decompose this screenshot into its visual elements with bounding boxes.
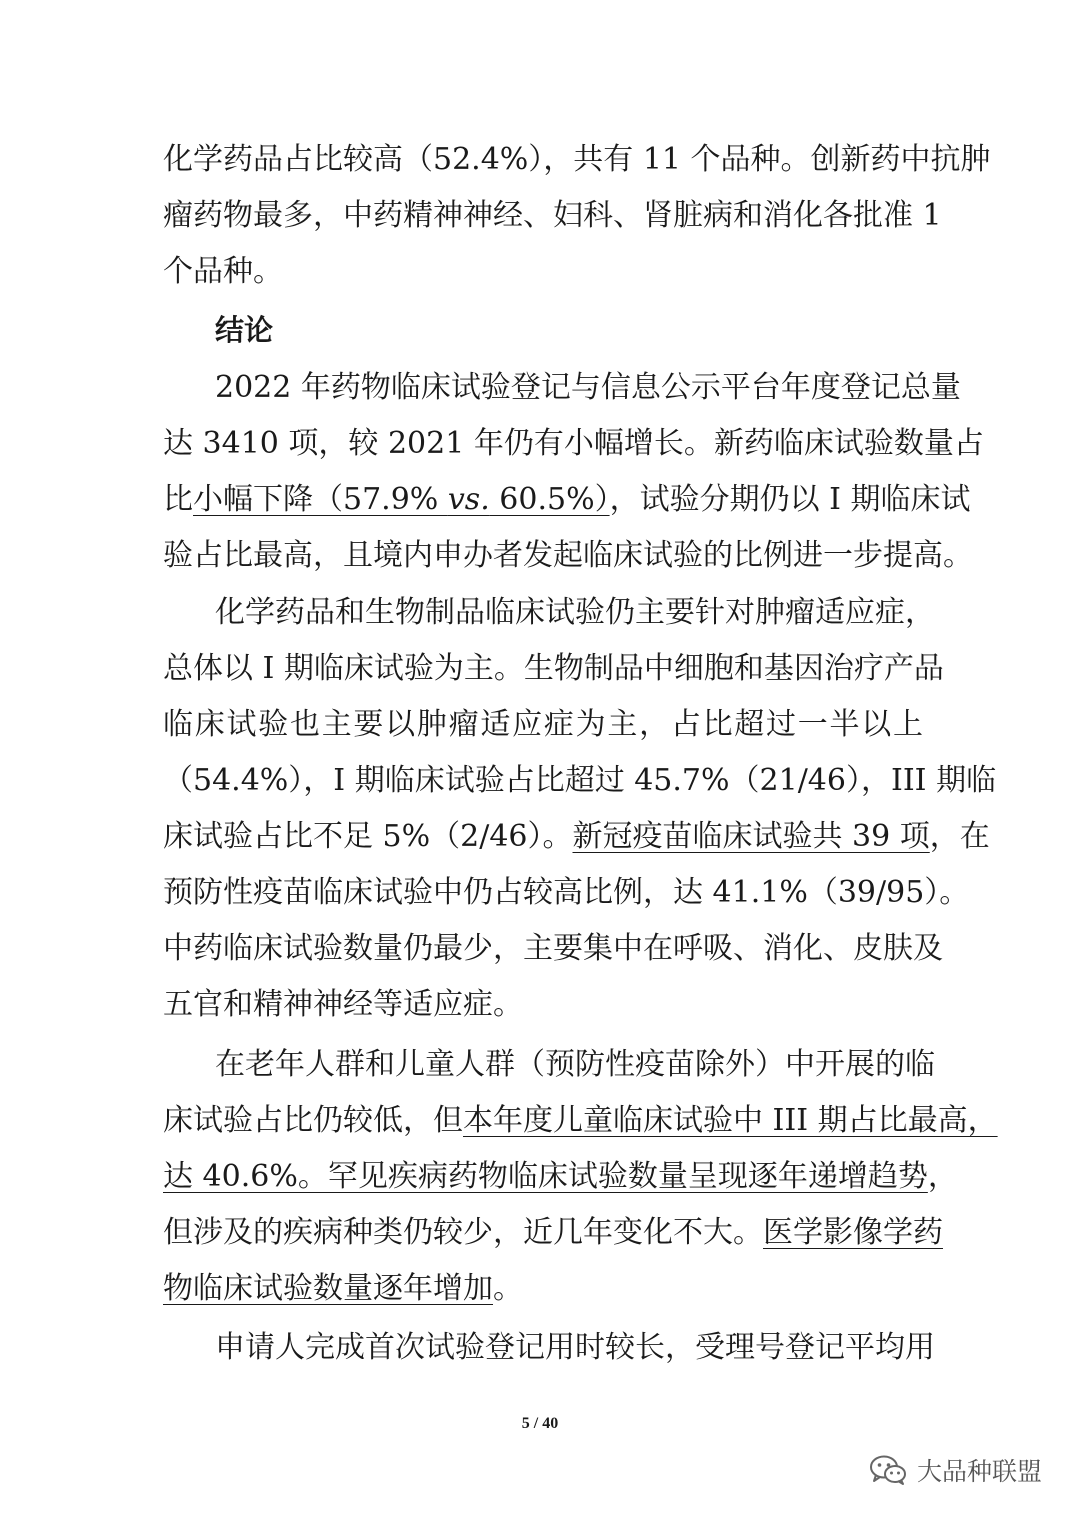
paragraph-4: [163, 1037, 998, 1317]
underlined-text: 物临床试验数量逐年增加: [163, 1271, 493, 1306]
paragraph-3: [163, 585, 997, 1033]
text-line: [163, 1261, 923, 1317]
text-line: 总体以 I 期临床试验为主。生物制品中细胞和基因治疗产品: [163, 651, 944, 686]
text-line: 在老年人群和儿童人群（预防性疫苗除外）中开展的临: [215, 1047, 935, 1082]
text-segment: 床试验占比仍较低，但: [163, 1103, 463, 1138]
text-segment: ，: [927, 1159, 958, 1194]
underlined-text: 本年度儿童临床试验中 III 期占比最高，: [463, 1103, 998, 1138]
text-line: 预防性疫苗临床试验中仍占较高比例，达 41.1%（39/95）。: [163, 875, 970, 910]
text-line: [163, 1093, 998, 1149]
text-line: 中药临床试验数量仍最少，主要集中在呼吸、消化、皮肤及: [163, 931, 943, 966]
text-segment: 小幅下降（57.9%: [193, 482, 448, 517]
paragraph-2: [163, 360, 984, 584]
underlined-text: [193, 482, 610, 517]
watermark: [869, 1452, 1042, 1488]
text-segment: ，试验分期仍以 I 期临床试: [609, 482, 971, 517]
text-segment: 但涉及的疾病种类仍较少，近几年变化不大。: [163, 1215, 763, 1250]
text-segment: 床试验占比不足 5%（2/46）。: [163, 819, 573, 854]
italic-text: vs.: [447, 482, 490, 517]
underlined-text: 达 40.6%。罕见疾病药物临床试验数量呈现逐年递增趋势: [163, 1159, 928, 1194]
text-line: 2022 年药物临床试验登记与信息公示平台年度登记总量: [215, 370, 961, 405]
underlined-text: 新冠疫苗临床试验共 39 项: [572, 819, 930, 854]
text-line: 化学药品占比较高（52.4%），共有 11 个品种。创新药中抗肿: [163, 142, 991, 177]
text-line: [163, 809, 990, 865]
text-line: 个品种。: [163, 254, 283, 289]
underlined-text: 医学影像学药: [763, 1215, 943, 1250]
text-line: 临床试验也主要以肿瘤适应症为主，占比超过一半以上: [163, 707, 923, 742]
text-line: [163, 1205, 943, 1261]
watermark-text: 大品种联盟: [916, 1457, 1042, 1486]
text-line: 五官和精神神经等适应症。: [163, 987, 523, 1022]
text-line: （54.4%），I 期临床试验占比超过 45.7%（21/46），III 期临: [163, 763, 997, 798]
text-segment: 。: [493, 1271, 523, 1306]
text-line: [163, 1149, 958, 1205]
text-segment: 比: [163, 482, 193, 517]
wechat-icon: [869, 1454, 907, 1486]
text-segment: 60.5%）: [489, 482, 610, 517]
paragraph-5: [163, 1320, 935, 1376]
text-line: 达 3410 项，较 2021 年仍有小幅增长。新药临床试验数量占: [163, 426, 984, 461]
section-heading-conclusion: 结论: [215, 313, 274, 347]
text-segment: ，在: [929, 819, 990, 854]
text-line: [163, 472, 971, 528]
text-line: 化学药品和生物制品临床试验仍主要针对肿瘤适应症，: [215, 595, 935, 630]
text-line: 申请人完成首次试验登记用时较长，受理号登记平均用: [215, 1330, 935, 1365]
page-number: 5 / 40: [521, 1415, 559, 1432]
paragraph-1: [163, 132, 991, 300]
text-line: 瘤药物最多，中药精神神经、妇科、肾脏病和消化各批准 1: [163, 198, 942, 233]
text-line: 验占比最高，且境内申办者发起临床试验的比例进一步提高。: [163, 538, 973, 573]
